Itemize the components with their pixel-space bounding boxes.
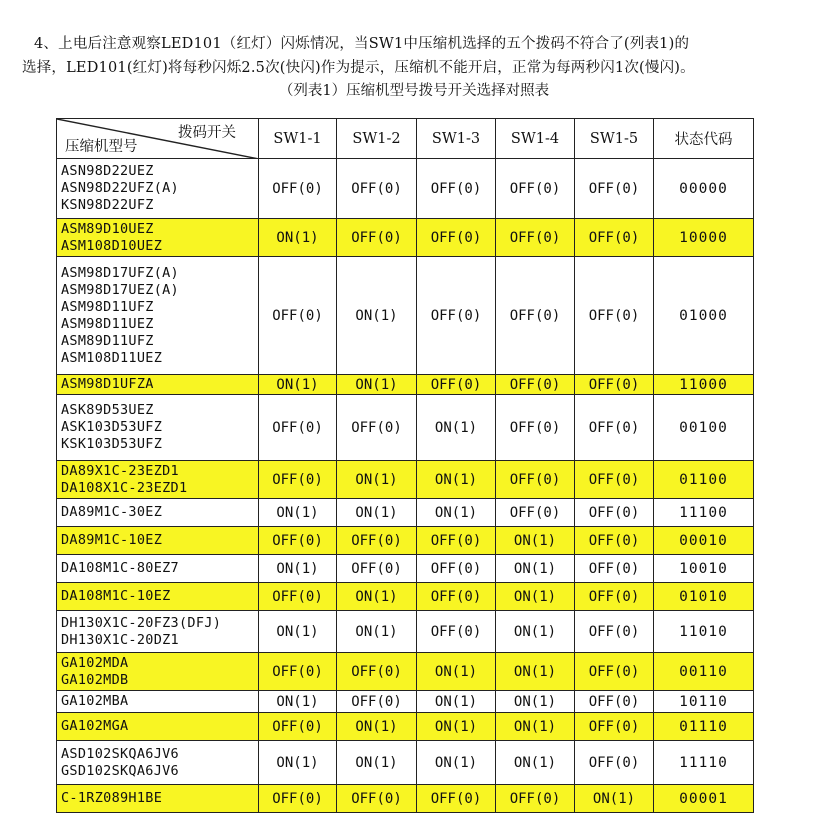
model-cell: [57, 527, 259, 555]
switch-value-cell: OFF(0): [575, 611, 654, 653]
status-code-cell: 00110: [654, 653, 754, 691]
column-header: SW1-5: [575, 119, 654, 159]
model-name: ASM98D11UFZ: [61, 298, 154, 315]
status-code-cell: 11000: [654, 375, 754, 395]
switch-value-cell: OFF(0): [259, 527, 337, 555]
model-name: DA89X1C-23EZD1: [61, 462, 179, 479]
switch-value-cell: ON(1): [337, 257, 417, 375]
table-row: [57, 555, 754, 583]
corner-cell: [57, 119, 259, 159]
model-name: GA102MBA: [61, 693, 129, 709]
model-cell: [57, 653, 259, 691]
column-header: SW1-2: [337, 119, 417, 159]
switch-value-cell: OFF(0): [259, 395, 337, 461]
model-cell: [57, 461, 259, 499]
model-cell: [57, 611, 259, 653]
status-code-cell: 01010: [654, 583, 754, 611]
table-body: [57, 159, 754, 813]
switch-value-cell: OFF(0): [575, 257, 654, 375]
switch-value-cell: OFF(0): [259, 653, 337, 691]
model-name: DA108X1C-23EZD1: [61, 479, 188, 496]
model-name: ASM98D17UFZ(A): [61, 264, 179, 281]
status-code-cell: 00001: [654, 785, 754, 813]
model-name: ASM108D11UEZ: [61, 349, 163, 366]
switch-value-cell: ON(1): [417, 741, 496, 785]
model-name: ASM98D17UEZ(A): [61, 281, 179, 298]
switch-value-cell: ON(1): [259, 741, 337, 785]
model-name: C-1RZ089H1BE: [61, 790, 163, 806]
status-code-cell: 11010: [654, 611, 754, 653]
switch-value-cell: ON(1): [259, 375, 337, 395]
table-row: [57, 691, 754, 713]
table-row: [57, 375, 754, 395]
compressor-dip-switch-table: [56, 118, 754, 813]
switch-value-cell: OFF(0): [496, 785, 575, 813]
switch-value-cell: OFF(0): [575, 461, 654, 499]
model-name: ASN98D22UEZ: [61, 163, 154, 179]
status-code-cell: 10010: [654, 555, 754, 583]
table-row: [57, 527, 754, 555]
table-row: [57, 461, 754, 499]
switch-value-cell: ON(1): [417, 499, 496, 527]
switch-value-cell: OFF(0): [337, 395, 417, 461]
model-name: DA89M1C-10EZ: [61, 532, 163, 548]
switch-value-cell: ON(1): [337, 461, 417, 499]
switch-value-cell: OFF(0): [575, 583, 654, 611]
model-name: ASM98D1UFZA: [61, 376, 154, 392]
model-name: ASK103D53UFZ: [61, 419, 163, 435]
switch-value-cell: ON(1): [496, 583, 575, 611]
model-name: ASM108D10UEZ: [61, 237, 163, 254]
table-row: [57, 785, 754, 813]
switch-value-cell: OFF(0): [259, 461, 337, 499]
switch-value-cell: ON(1): [496, 611, 575, 653]
model-cell: [57, 555, 259, 583]
switch-value-cell: ON(1): [259, 499, 337, 527]
model-name: ASK89D53UEZ: [61, 402, 154, 418]
switch-value-cell: ON(1): [337, 499, 417, 527]
switch-value-cell: ON(1): [417, 395, 496, 461]
status-code-cell: 01100: [654, 461, 754, 499]
switch-value-cell: OFF(0): [496, 499, 575, 527]
switch-value-cell: OFF(0): [337, 785, 417, 813]
model-name: ASD102SKQA6JV6: [61, 745, 179, 762]
column-header: 状态代码: [654, 119, 754, 159]
table-row: [57, 499, 754, 527]
table-caption: （列表1）压缩机型号拨号开关选择对照表: [278, 83, 550, 99]
table-row: [57, 159, 754, 219]
switch-value-cell: ON(1): [337, 611, 417, 653]
status-code-cell: 01110: [654, 713, 754, 741]
table-row: [57, 257, 754, 375]
status-code-cell: 01000: [654, 257, 754, 375]
switch-value-cell: OFF(0): [337, 691, 417, 713]
corner-bottom-label: 压缩机型号: [65, 139, 138, 155]
switch-value-cell: OFF(0): [337, 555, 417, 583]
switch-value-cell: OFF(0): [259, 583, 337, 611]
switch-value-cell: OFF(0): [417, 159, 496, 219]
switch-value-cell: ON(1): [496, 555, 575, 583]
switch-value-cell: ON(1): [496, 741, 575, 785]
intro-line-2: 选择，LED101(红灯)将每秒闪烁2.5次(快闪)作为提示，压缩机不能开启，正常为每两秒闪1次(慢闪)。: [22, 60, 695, 76]
switch-value-cell: ON(1): [337, 583, 417, 611]
model-name: KSN98D22UFZ: [61, 197, 154, 213]
switch-value-cell: OFF(0): [496, 375, 575, 395]
switch-value-cell: OFF(0): [496, 395, 575, 461]
status-code-cell: 00000: [654, 159, 754, 219]
switch-value-cell: OFF(0): [259, 785, 337, 813]
model-cell: [57, 785, 259, 813]
table-header-row: [57, 119, 754, 159]
table-row: [57, 583, 754, 611]
switch-value-cell: OFF(0): [496, 461, 575, 499]
switch-value-cell: ON(1): [496, 713, 575, 741]
status-code-cell: 10110: [654, 691, 754, 713]
status-code-cell: 00010: [654, 527, 754, 555]
switch-value-cell: OFF(0): [259, 159, 337, 219]
model-name: DA108M1C-80EZ7: [61, 560, 179, 576]
switch-value-cell: ON(1): [496, 653, 575, 691]
model-name: DA108M1C-10EZ: [61, 588, 171, 604]
intro-paragraph: [22, 32, 812, 80]
model-name: ASM89D11UFZ: [61, 332, 154, 349]
switch-value-cell: OFF(0): [417, 611, 496, 653]
table-row: [57, 741, 754, 785]
switch-value-cell: OFF(0): [259, 713, 337, 741]
switch-value-cell: OFF(0): [417, 583, 496, 611]
switch-value-cell: ON(1): [337, 713, 417, 741]
switch-value-cell: ON(1): [496, 691, 575, 713]
status-code-cell: 00100: [654, 395, 754, 461]
model-cell: [57, 691, 259, 713]
model-cell: [57, 219, 259, 257]
switch-value-cell: ON(1): [337, 375, 417, 395]
switch-value-cell: ON(1): [417, 713, 496, 741]
column-header: SW1-4: [496, 119, 575, 159]
model-name: ASM98D11UEZ: [61, 315, 154, 332]
switch-value-cell: OFF(0): [575, 653, 654, 691]
table-row: [57, 611, 754, 653]
switch-value-cell: ON(1): [496, 527, 575, 555]
switch-value-cell: ON(1): [417, 691, 496, 713]
switch-value-cell: OFF(0): [417, 375, 496, 395]
status-code-cell: 11110: [654, 741, 754, 785]
table-row: [57, 713, 754, 741]
model-cell: [57, 713, 259, 741]
switch-value-cell: OFF(0): [496, 257, 575, 375]
switch-value-cell: OFF(0): [575, 713, 654, 741]
intro-line-1: 4、上电后注意观察LED101（红灯）闪烁情况，当SW1中压缩机选择的五个拨码不符合了(列表1)的: [34, 36, 690, 52]
switch-value-cell: OFF(0): [337, 159, 417, 219]
model-name: GA102MDA: [61, 654, 129, 671]
model-name: GA102MGA: [61, 718, 129, 734]
model-name: DA89M1C-30EZ: [61, 504, 163, 520]
table-row: [57, 653, 754, 691]
model-cell: [57, 375, 259, 395]
switch-value-cell: OFF(0): [575, 691, 654, 713]
switch-value-cell: OFF(0): [575, 555, 654, 583]
model-name: ASM89D10UEZ: [61, 220, 154, 237]
switch-value-cell: OFF(0): [337, 219, 417, 257]
model-cell: [57, 499, 259, 527]
switch-value-cell: ON(1): [417, 653, 496, 691]
model-name: GSD102SKQA6JV6: [61, 762, 179, 779]
column-header: SW1-1: [259, 119, 337, 159]
model-name: KSK103D53UFZ: [61, 436, 163, 452]
model-cell: [57, 583, 259, 611]
switch-value-cell: OFF(0): [417, 555, 496, 583]
switch-value-cell: OFF(0): [259, 257, 337, 375]
model-name: ASN98D22UFZ(A): [61, 180, 179, 196]
model-cell: [57, 257, 259, 375]
table-row: [57, 395, 754, 461]
table-row: [57, 219, 754, 257]
switch-value-cell: OFF(0): [575, 527, 654, 555]
switch-value-cell: OFF(0): [417, 219, 496, 257]
model-cell: [57, 159, 259, 219]
switch-value-cell: OFF(0): [575, 375, 654, 395]
switch-value-cell: ON(1): [337, 741, 417, 785]
switch-value-cell: ON(1): [259, 611, 337, 653]
switch-value-cell: OFF(0): [575, 395, 654, 461]
model-cell: [57, 741, 259, 785]
switch-value-cell: OFF(0): [337, 527, 417, 555]
corner-top-label: 拨码开关: [178, 125, 236, 141]
switch-value-cell: OFF(0): [496, 219, 575, 257]
model-name: DH130X1C-20FZ3(DFJ): [61, 614, 222, 631]
switch-value-cell: OFF(0): [575, 499, 654, 527]
switch-value-cell: OFF(0): [575, 219, 654, 257]
status-code-cell: 11100: [654, 499, 754, 527]
status-code-cell: 10000: [654, 219, 754, 257]
switch-value-cell: ON(1): [259, 555, 337, 583]
switch-value-cell: OFF(0): [337, 653, 417, 691]
model-cell: [57, 395, 259, 461]
switch-value-cell: OFF(0): [417, 257, 496, 375]
switch-value-cell: ON(1): [259, 691, 337, 713]
switch-value-cell: OFF(0): [575, 159, 654, 219]
switch-value-cell: OFF(0): [575, 741, 654, 785]
switch-value-cell: ON(1): [575, 785, 654, 813]
switch-value-cell: OFF(0): [496, 159, 575, 219]
switch-value-cell: OFF(0): [417, 527, 496, 555]
model-name: DH130X1C-20DZ1: [61, 631, 179, 648]
switch-value-cell: OFF(0): [417, 785, 496, 813]
switch-value-cell: ON(1): [259, 219, 337, 257]
column-header: SW1-3: [417, 119, 496, 159]
switch-value-cell: ON(1): [417, 461, 496, 499]
model-name: GA102MDB: [61, 671, 129, 688]
